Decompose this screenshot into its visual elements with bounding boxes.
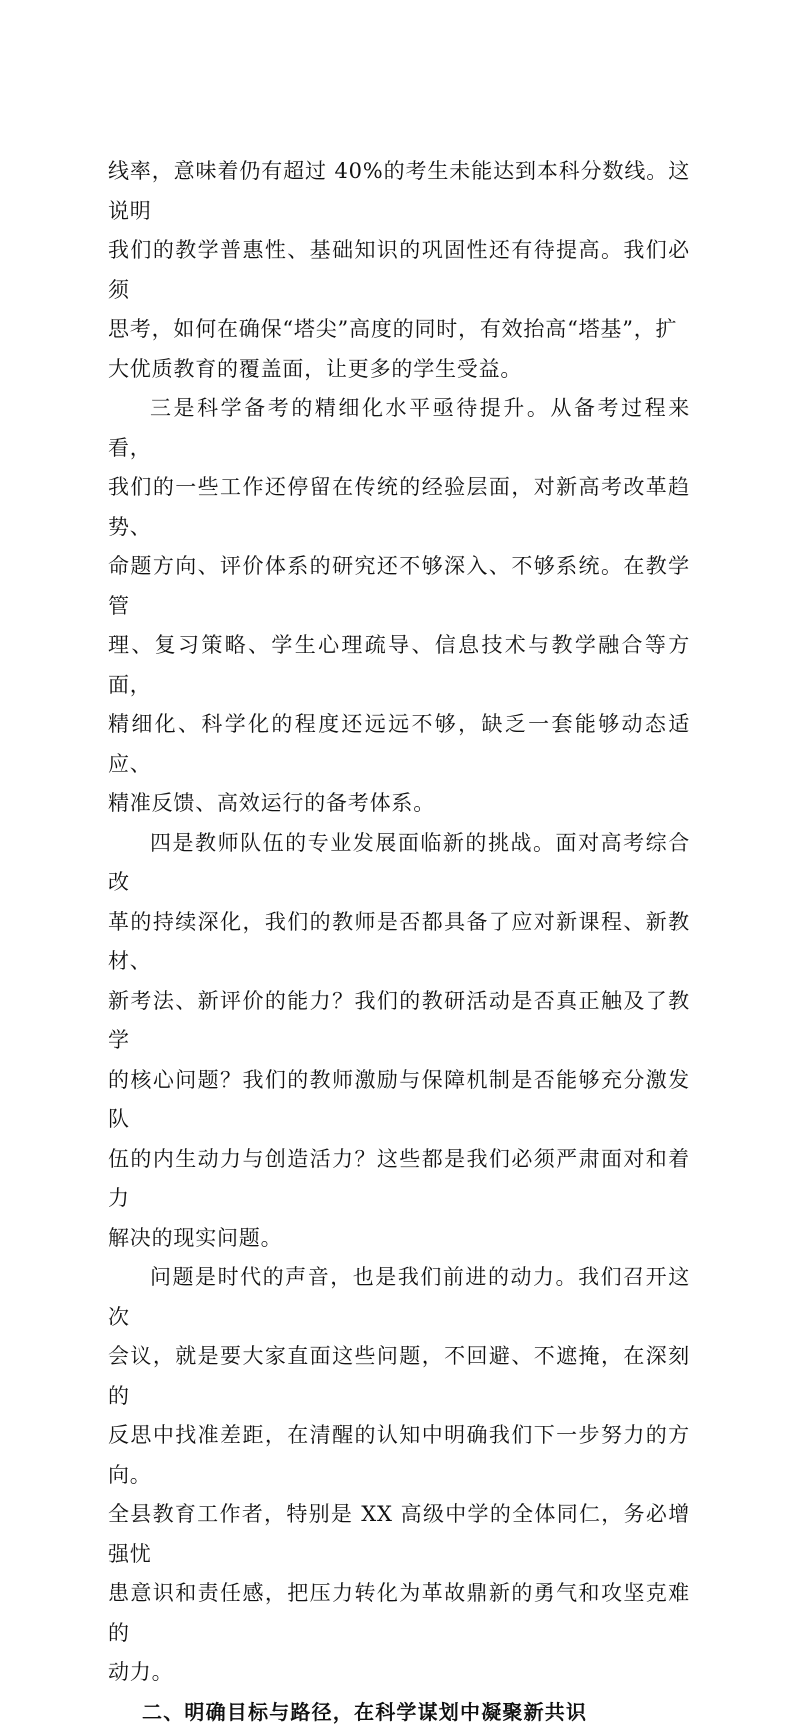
- text-line: 精细化、科学化的程度还远远不够，缺乏一套能够动态适应、: [108, 705, 690, 784]
- text-line: 反思中找准差距，在清醒的认知中明确我们下一步努力的方向。: [108, 1416, 690, 1495]
- text-line: 患意识和责任感，把压力转化为革故鼎新的勇气和攻坚克难的: [108, 1574, 690, 1653]
- text-line: 理、复习策略、学生心理疏导、信息技术与教学融合等方面，: [108, 626, 690, 705]
- text-line: 伍的内生动力与创造活力？这些都是我们必须严肃面对和着力: [108, 1140, 690, 1219]
- text-line: 全县教育工作者，特别是 XX 高级中学的全体同仁，务必增强忧: [108, 1495, 690, 1574]
- text-line: 革的持续深化，我们的教师是否都具备了应对新课程、新教材、: [108, 903, 690, 982]
- text-line: 我们的教学普惠性、基础知识的巩固性还有待提高。我们必须: [108, 231, 690, 310]
- text-line: 的核心问题？我们的教师激励与保障机制是否能够充分激发队: [108, 1061, 690, 1140]
- section-heading: 二、明确目标与路径，在科学谋划中凝聚新共识: [108, 1693, 690, 1732]
- text-line: 线率，意味着仍有超过 40%的考生未能达到本科分数线。这说明: [108, 152, 690, 231]
- text-line: 动力。: [108, 1653, 690, 1693]
- paragraph-teacher-development: [108, 824, 690, 1259]
- text-line: 我们的一些工作还停留在传统的经验层面，对新高考改革趋势、: [108, 468, 690, 547]
- paragraph-exam-preparation: [108, 389, 690, 824]
- text-line: 四是教师队伍的专业发展面临新的挑战。面对高考综合改: [108, 824, 690, 903]
- text-line: 三是科学备考的精细化水平亟待提升。从备考过程来看，: [108, 389, 690, 468]
- text-line: 问题是时代的声音，也是我们前进的动力。我们召开这次: [108, 1258, 690, 1337]
- text-line: 精准反馈、高效运行的备考体系。: [108, 784, 690, 824]
- text-line: 命题方向、评价体系的研究还不够深入、不够系统。在教学管: [108, 547, 690, 626]
- text-line: 大优质教育的覆盖面，让更多的学生受益。: [108, 350, 690, 390]
- text-line: 新考法、新评价的能力？我们的教研活动是否真正触及了教学: [108, 982, 690, 1061]
- paragraph-pass-rate: [108, 152, 690, 389]
- text-line: 解决的现实问题。: [108, 1219, 690, 1259]
- document-body: [108, 152, 690, 1732]
- text-line: 会议，就是要大家直面这些问题，不回避、不遮掩，在深刻的: [108, 1337, 690, 1416]
- paragraph-problem-awareness: [108, 1258, 690, 1693]
- text-line: 思考，如何在确保“塔尖”高度的同时，有效抬高“塔基”，扩: [108, 310, 690, 350]
